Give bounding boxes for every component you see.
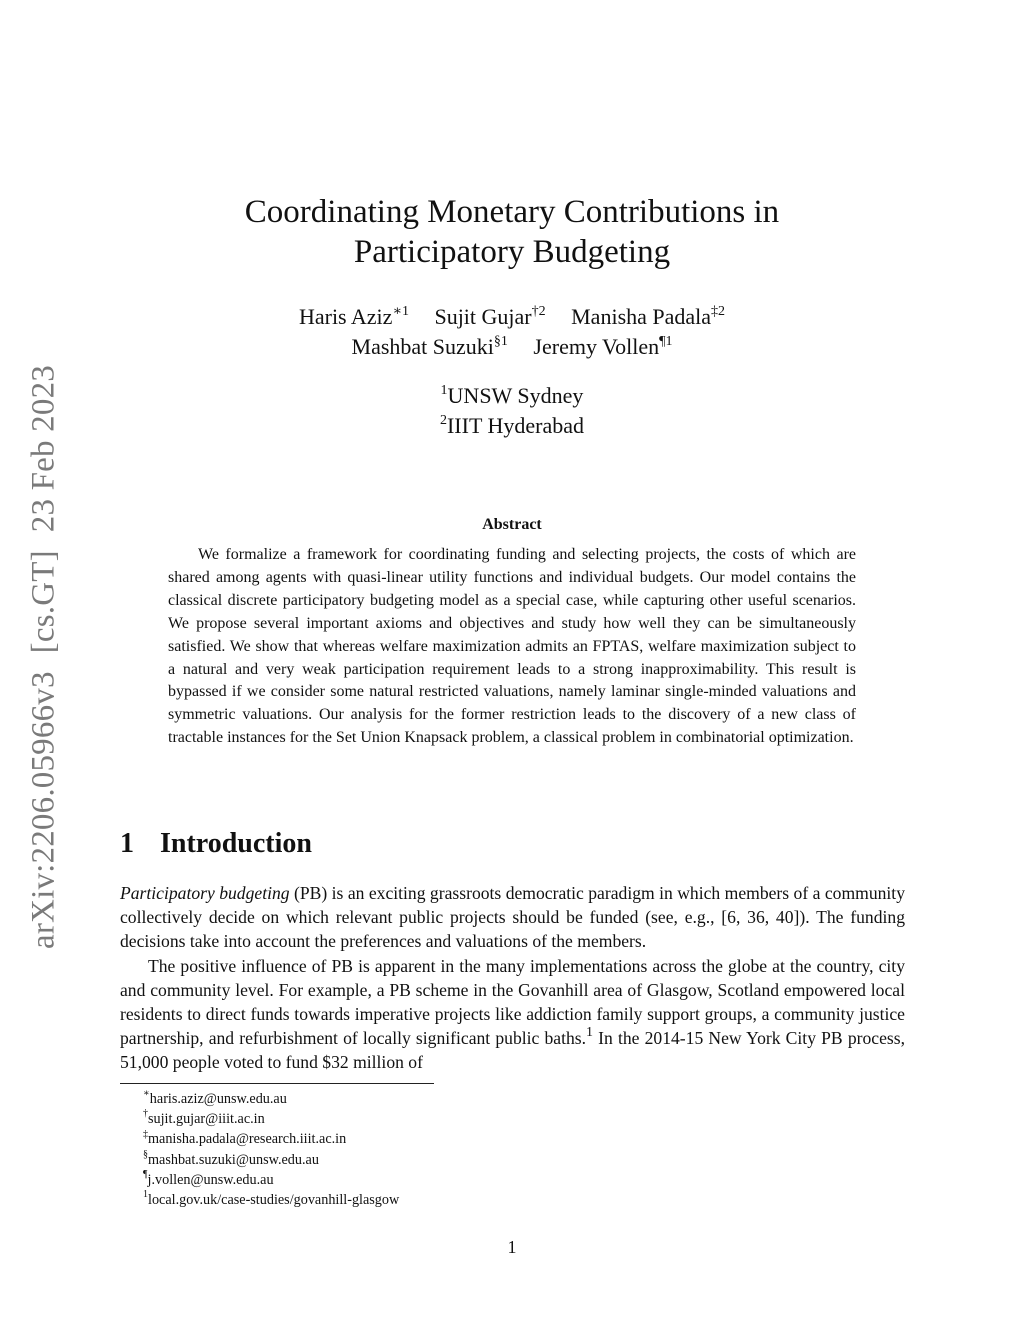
paper-title (0, 192, 1024, 272)
footnote-email-link[interactable]: mashbat.suzuki@unsw.edu.au (148, 1151, 319, 1168)
footnote-item (143, 1170, 399, 1190)
author-list (0, 302, 1024, 362)
section-number: 1 (120, 828, 134, 859)
footnote-item (143, 1190, 399, 1210)
footnote-item (143, 1150, 399, 1170)
author-mark: ¶1 (659, 333, 673, 349)
introduction-body (120, 881, 905, 1075)
arxiv-date: 23 Feb 2023 (25, 365, 62, 533)
intro-paragraph-1-text: (PB) is an exciting grassroots democratic paradigm in which members of a community collectively decide on which relevant public projects should be funded (see, e.g., [6, 36, 40]). The funding decisions take into account the preferences and valuations of the members. (120, 883, 905, 952)
section-heading-introduction (120, 828, 312, 860)
title-line-2: Participatory Budgeting (353, 234, 671, 270)
footnote-item (143, 1129, 399, 1149)
footnote-mark: § (143, 1148, 148, 1160)
title-line-1: Coordinating Monetary Contributions in (244, 194, 780, 230)
footnote-email-link[interactable]: haris.aziz@unsw.edu.au (149, 1091, 287, 1107)
footnote-mark: ¶ (143, 1169, 148, 1181)
affiliation-name: IIIT Hyderabad (446, 413, 585, 438)
author-mark: ‡2 (711, 303, 726, 319)
author-line-2 (0, 332, 1024, 362)
author-name: Haris Aziz (298, 304, 393, 329)
author-mark: †2 (531, 303, 546, 319)
author-4 (352, 334, 508, 359)
footnote-list (143, 1089, 399, 1210)
section-title: Introduction (160, 828, 312, 859)
author-mark: §1 (493, 333, 508, 349)
footnote-url-link[interactable]: local.gov.uk/case-studies/govanhill-glasgow (148, 1192, 400, 1209)
abstract-heading: Abstract (482, 516, 542, 533)
footnote-divider (120, 1083, 434, 1084)
intro-paragraph-2-continued: In the 2014-15 New York City PB process, 51,000 people voted to fund $32 million of (120, 1028, 905, 1073)
affiliation-2 (0, 411, 1024, 441)
affiliation-mark: 2 (439, 412, 447, 428)
author-line-1 (0, 302, 1024, 332)
affiliation-list (0, 381, 1024, 441)
footnote-mark: 1 (143, 1189, 148, 1201)
intro-paragraph-2-text: The positive influence of PB is apparent in the many implementations across the globe at the country, city and community level. For example, a PB scheme in the Govanhill area of Glasgow, Scotland empowered local residents to direct funds towards imperative projects like addiction family support groups, a community justice partnership, and refurbishment of locally significant public baths. (120, 955, 905, 1049)
intro-paragraph-1 (120, 881, 905, 954)
footnote-ref-1[interactable]: 1 (586, 1025, 594, 1041)
author-name: Mashbat Suzuki (351, 334, 494, 359)
author-name: Jeremy Vollen (533, 334, 660, 359)
author-name: Sujit Gujar (434, 304, 532, 329)
footnote-mark: ∗ (143, 1088, 150, 1100)
affiliation-1 (0, 381, 1024, 411)
footnote-email-link[interactable]: manisha.padala@research.iiit.ac.in (148, 1131, 347, 1148)
arxiv-id: arXiv:2206.05966v3 (25, 671, 62, 949)
arxiv-category: [cs.GT] (25, 550, 62, 654)
affiliation-mark: 1 (440, 382, 448, 398)
abstract-body: We formalize a framework for coordinating funding and selecting projects, the costs of which are shared among agents with quasi-linear utility functions and individual budgets. Our model contains the classical discrete participatory budgeting model as a special case, while capturing other useful scenarios. We propose several important axioms and objectives and study how well they can be simultaneously satisfied. We show that whereas welfare maximization admits an FPTAS, welfare maximization subject to a natural and very weak participation requirement leads to a strong inapproximability. This result is bypassed if we consider some natural restricted valuations, namely laminar single-minded valuations and symmetric valuations. Our analysis for the former restriction leads to the discovery of a new class of tractable instances for the Set Union Knapsack problem, a classical problem in combinatorial optimization. (168, 546, 856, 747)
author-1 (299, 304, 409, 329)
footnote-item (143, 1109, 399, 1129)
footnote-email-link[interactable]: sujit.gujar@iiit.ac.in (148, 1111, 265, 1128)
footnote-mark: ‡ (143, 1128, 148, 1140)
author-5 (533, 334, 672, 359)
intro-emphasis: Participatory budgeting (120, 883, 290, 903)
author-2 (434, 304, 545, 329)
author-mark: ∗1 (392, 303, 409, 319)
page-number: 1 (507, 1237, 517, 1257)
affiliation-name: UNSW Sydney (447, 383, 584, 408)
footnote-email-link[interactable]: j.vollen@unsw.edu.au (147, 1171, 274, 1188)
author-name: Manisha Padala (571, 304, 712, 329)
footnote-mark: † (143, 1108, 148, 1120)
author-3 (571, 304, 725, 329)
footnote-item (143, 1089, 399, 1109)
intro-paragraph-2 (120, 954, 905, 1075)
